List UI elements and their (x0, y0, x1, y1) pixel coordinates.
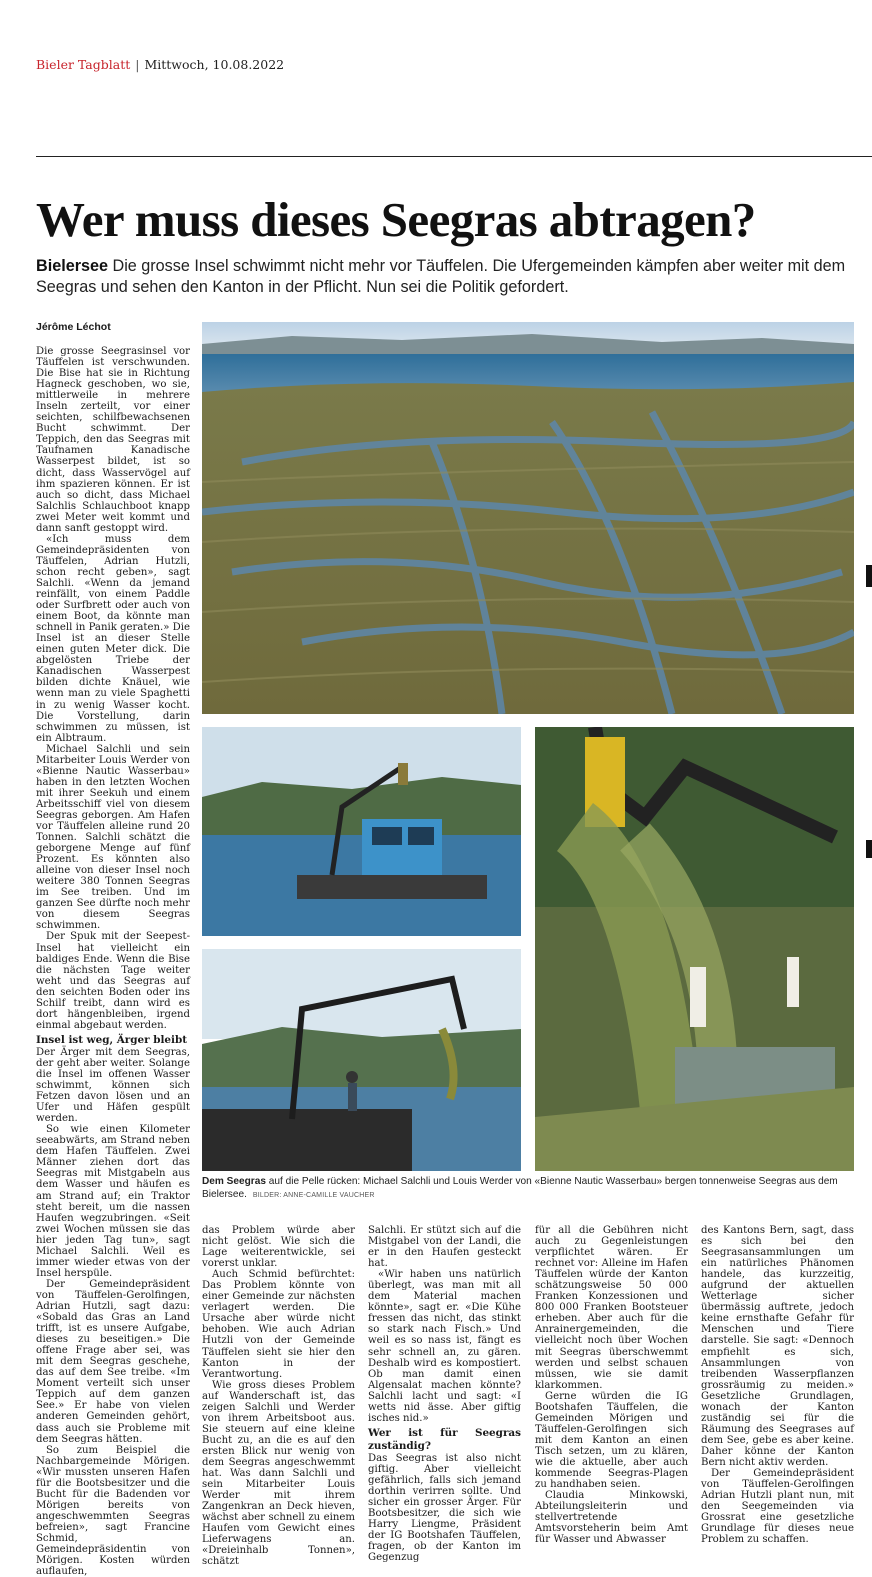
lake-seagrass-photo (202, 322, 854, 714)
masthead-separator: | (135, 57, 140, 72)
article-lead (36, 256, 856, 297)
caption-text: auf die Pelle rücken: Michael Salchli und Louis Werder von «Bienne Nautic Wasserbau» bergen tonnenweise Seegras aus dem Bielersee. (202, 1176, 838, 1200)
paragraph: für all die Gebühren nicht auch zu Gegenleistungen verpflichtet wären. Er rechnet vor: Alleine im Hafen Täuffelen würde der Kanton schätzungsweise 50 000 Franken Konzessionen und 800 000 Franken Bootsteuer erheben. Aber auch für die Anrainergemeinden, die vielleicht noch über Wochen mit Seegras überschwemmt werden und selbst schauen müssen, wie sie damit klarkommen. (535, 1225, 688, 1391)
paragraph: Das Seegras ist also nicht giftig. Aber vielleicht gefährlich, falls sich jemand dorthin verirren sollte. Und sicher ein grosser Ärger. Für Bootsbesitzer, die sich wie Harry Liengme, Präsident der IG Bootshafen Täuffelen, fragen, ob der Kanton im Gegenzug (368, 1452, 521, 1564)
body-column-1 (36, 346, 190, 1577)
header-rule (36, 156, 872, 157)
body-column-3 (368, 1225, 521, 1563)
body-column-5 (701, 1225, 854, 1545)
paragraph: Michael Salchli und sein Mitarbeiter Louis Werder von «Bienne Nautic Wasserbau» haben in den letzten Wochen mit ihrer Seekuh und einem Arbeitsschiff viel von diesem Seegras geborgen. Am Hafen vor Täuffelen alleine rund 20 Tonnen. Salchli schätzt die geborgene Menge auf fünf Prozent. Es könnten also alleine von dieser Insel noch weitere 380 Tonnen Seegras im See treiben. Und im ganzen See dürfte noch mehr von diesem Seegras schwimmen. (36, 743, 190, 932)
paragraph: Die grosse Seegrasinsel vor Täuffelen ist verschwunden. Die Bise hat sie in Richtung Hagneck geschoben, wo sie, mittlerweile in mehrere Inseln zerteilt, vor einer seichten, schilfbewachsenen Bucht schwimmt. Der Teppich, den das Seegras mit Taufnamen Kanadische Wasserpest bildet, ist so dicht, dass Wasservögel auf ihm spazieren können. Er ist auch so dicht, dass Michael Salchlis Schlauchboot knapp zwei Meter weit kommt und dann sanft gestoppt wird. (36, 346, 190, 534)
paragraph: Auch Schmid befürchtet: Das Problem könnte von einer Gemeinde zur nächsten verlagert werden. Die Ursache aber würde nicht behoben. Wie auch Adrian Hutzli von der Gemeinde Täuffelen sieht sie hier den Kanton in der Verantwortung. (202, 1269, 355, 1380)
body-column-4 (535, 1225, 688, 1545)
paragraph: Salchli. Er stützt sich auf die Mistgabel von der Landi, die er in den Haufen gesteckt hat. (368, 1225, 521, 1270)
adjacent-page-edge (866, 565, 872, 587)
paragraph: Der Ärger mit dem Seegras, der geht aber weiter. Solange die Insel im offenen Wasser schwimmt, können sich Fetzen davon lösen und an Ufer und Häfen gespült werden. (36, 1046, 190, 1125)
crane-lifting-photo (202, 949, 521, 1171)
paragraph: «Ich muss dem Gemeindepräsidenten von Täuffelen, Adrian Hutzli, schon recht geben», sagt Salchli. «Wenn da jemand reinfällt, von einem Paddle oder Surfbrett oder auch von einem Boot, da könnte man schnell in Panik geraten.» Die Insel ist an dieser Stelle einen guten Meter dick. Die abgelösten Triebe der Kanadischen Wasserpest bilden dichte Knäuel, wie wenn man zu viele Spaghetti in zu wenig Wasser kocht. Die Vorstellung, darin schwimmen zu müssen, ist ein Albtraum. (36, 533, 190, 744)
caption-lead: Dem Seegras (202, 1176, 266, 1187)
issue-date: Mittwoch, 10.08.2022 (144, 57, 285, 72)
work-barge-photo (202, 727, 521, 936)
publication-name: Bieler Tagblatt (36, 57, 131, 72)
seagrass-pile-photo (535, 727, 854, 1171)
photo-credit: BILDER: ANNE-CAMILLE VAUCHER (252, 1191, 375, 1199)
paragraph: So zum Beispiel die Nachbargemeinde Mörigen. «Wir mussten unseren Hafen für die Bootsbesitzer und die Bucht für die Badenden vor Mörigen bereits von angeschwemmten Seegras befreien», sagt Francine Schmid, Gemeindepräsidentin von Mörigen. Kosten würden auflaufen, (36, 1444, 190, 1577)
adjacent-page-edge (866, 840, 872, 858)
author-byline: Jérôme Léchot (36, 321, 111, 333)
paragraph: So wie einen Kilometer seeabwärts, am Strand neben dem Hafen Täuffelen. Zwei Männer ziehen dort das Seegras mit Mistgabeln aus dem Wasser und häufen es am Strand auf; ein Traktor steht bereit, um die nassen Haufen wegzubringen. «Seit zwei Wochen müssen sie das hier jeden Tag tun», sagt Michael Salchli. Weil es immer wieder etwas von der Insel herspüle. (36, 1124, 190, 1279)
paragraph: «Wir haben uns natürlich überlegt, was man mit all dem Material machen könnte», sagt er. «Die Kühe fressen das nicht, das stinkt so stark nach Fisch.» Und weil es so nass ist, fängt es sehr schnell an, zu gären. Deshalb wird es kompostiert. Ob man damit einen Algensalat machen könnte? Salchli lacht und sagt: «I wetts nid ässe. Aber giftig isches nid.» (368, 1269, 521, 1424)
paragraph: Wie gross dieses Problem auf Wanderschaft ist, das zeigen Salchli und Werder von ihrem Arbeitsboot aus. Sie steuern auf eine kleine Bucht zu, an die es auf den ersten Blick nur wenig von dem Seegras angeschwemmt hat. Was dann Salchli und sein Mitarbeiter Louis Werder mit ihrem Zangenkran an Deck hieven, wächst aber schnell zu einem Haufen vom Gewicht eines Lieferwagens an. «Dreieinhalb Tonnen», schätzt (202, 1379, 355, 1568)
paragraph: Der Gemeindepräsident von Täuffelen-Gerolfingen, Adrian Hutzli, sagt dazu: «Sobald das Gras an Land trifft, ist es unsere Aufgabe, dieses zu beseitigen.» Die offene Frage aber sei, was mit dem Seegras geschehe, das auf dem See treibe. «Im Moment verteilt sich unser Teppich auf dem ganzen See.» Er habe von vielen anderen Gemeinden gehört, dass auch sie Probleme mit dem Seegras hätten. (36, 1278, 190, 1445)
body-column-2 (202, 1225, 355, 1567)
lead-text: Die grosse Insel schwimmt nicht mehr vor Täuffelen. Die Ufergemeinden kämpfen aber weiter mit dem Seegras und sehen den Kanton in der Pflicht. Nun sei die Politik gefordert. (36, 257, 846, 296)
subheading-insel: Insel ist weg, Ärger bleibt (36, 1033, 188, 1046)
subheading-zustaendig: Wer ist für Seegras zuständig? (368, 1426, 521, 1452)
article-headline: Wer muss dieses Seegras abtragen? (36, 192, 756, 247)
photo-caption (202, 1176, 854, 1202)
paragraph: Claudia Minkowski, Abteilungsleiterin und stellvertretende Amtsvorsteherin beim Amt für Wasser und Abwasser (535, 1490, 688, 1546)
paragraph: Gerne würden die IG Bootshafen Täuffelen, die Gemeinden Mörigen und Täuffelen-Gerolfingen sich mit dem Kanton an einen Tisch setzen, um zu klären, wie die aktuelle, aber auch kommende Seegras-Plagen zu handhaben seien. (535, 1390, 688, 1491)
masthead (36, 57, 284, 72)
paragraph: das Problem würde aber nicht gelöst. Wie sich die Lage weiterentwickle, sei vorerst unklar. (202, 1225, 355, 1270)
paragraph: Der Spuk mit der Seepest-Insel hat vielleicht ein baldiges Ende. Wenn die Bise die nächsten Tage weiter weht und das Seegras auf den seichten Boden oder ins Schilf treibt, dann wird es dort hängenbleiben, irgend einmal abgebaut werden. (36, 931, 190, 1031)
lead-kicker: Bielersee (36, 257, 108, 275)
paragraph: des Kantons Bern, sagt, dass es sich bei den Seegrasansammlungen um ein natürliches Phänomen handele, das kurzzeitig, aufgrund der aktuellen Wetterlage sicher übermässig auftrete, jedoch keine ernsthafte Gefahr für Menschen und Tiere darstelle. Sie sagt: «Dennoch empfiehlt es sich, Ansammlungen von treibenden Wasserpflanzen grossräumig zu meiden.» Gesetzliche Grundlagen, wonach der Kanton zuständig sei für die Räumung des Seegrases auf dem See, gebe es aber keine. Daher könne der Kanton Bern nicht aktiv werden. (701, 1225, 854, 1468)
paragraph: Der Gemeindepräsident von Täuffelen-Gerolfingen Adrian Hutzli plant nun, mit den Seegemeinden via Grossrat eine gesetzliche Grundlage für dieses neue Problem zu schaffen. (701, 1468, 854, 1546)
